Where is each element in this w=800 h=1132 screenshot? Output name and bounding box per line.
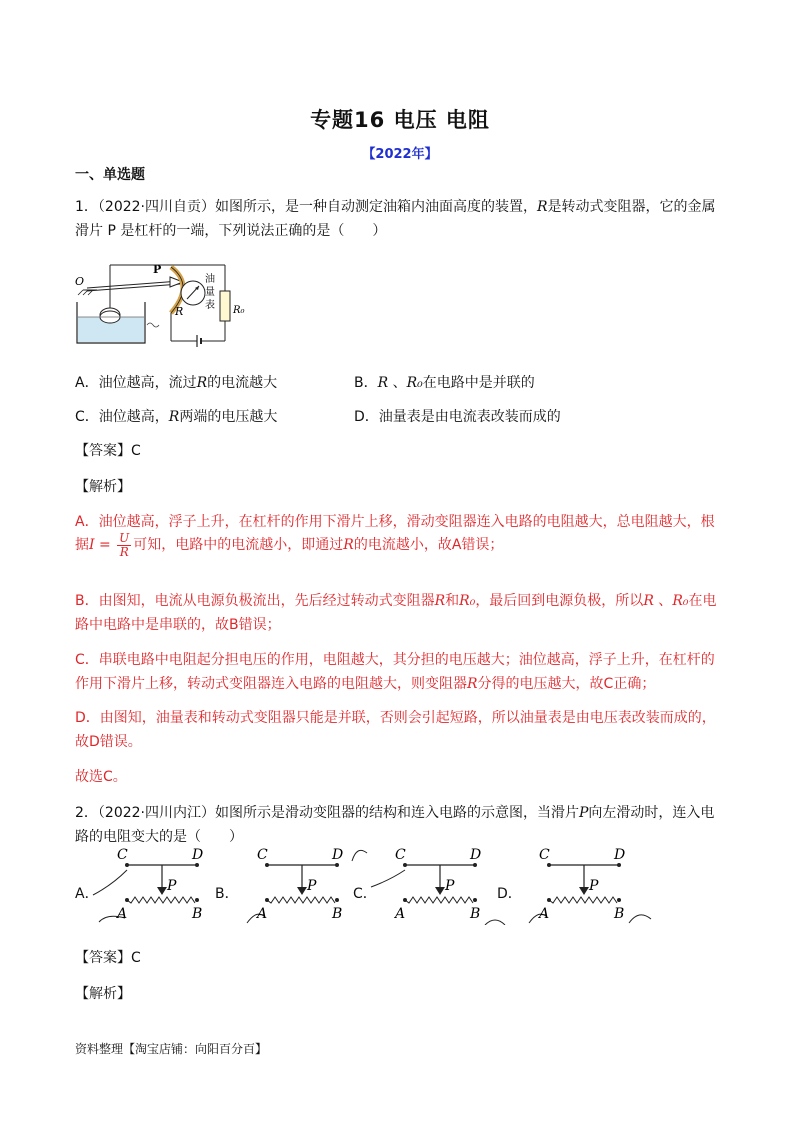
label-c: C <box>117 847 128 863</box>
connected-wire <box>485 920 505 925</box>
label-a: A <box>395 906 406 922</box>
terminal-c <box>125 863 129 867</box>
q1-analysis-c-line1: C．串联电路中电阻起分担电压的作用，电阻越大，其分担的电压越大；油位越高，浮子上升，在杠杆的 <box>75 652 715 668</box>
q2-option-label: A． <box>75 886 99 902</box>
label-b: B <box>470 906 481 922</box>
q2-option-label: B． <box>215 886 239 902</box>
q1-option-b[interactable]: B．R 、R₀在电路中是并联的 <box>354 375 535 391</box>
q1-stem-line2: 滑片 P 是杠杆的一端，下列说法正确的是（ ） <box>75 223 387 239</box>
terminal-c <box>403 863 407 867</box>
q2-analysis-label: 【解析】 <box>75 986 131 1002</box>
label-p: P <box>445 878 455 894</box>
fig-label-meter-3: 表 <box>205 300 215 311</box>
resistance-coil <box>549 897 617 903</box>
label-b: B <box>614 906 625 922</box>
q1-conclusion: 故选C。 <box>75 769 127 785</box>
terminal-d <box>473 863 477 867</box>
slider-arrow <box>435 887 445 895</box>
fig-label-meter-2: 量 <box>205 287 215 298</box>
slider-arrow <box>157 887 167 895</box>
connected-wire <box>371 870 405 887</box>
fig-label-meter-1: 油 <box>205 274 215 285</box>
label-d: D <box>192 847 204 863</box>
q1-analysis-a-line1: A．油位越高，浮子上升，在杠杆的作用下滑片上移，滑动变阻器连入电路的电阻越大，总电阻越大，根 <box>75 514 715 530</box>
q1-stem-line1: 1．（2022·四川自贡）如图所示，是一种自动测定油箱内油面高度的装置，R是转动式变阻器，它的金属 <box>75 199 716 215</box>
label-a: A <box>257 906 268 922</box>
page-title: 专题16 电压 电阻 <box>310 108 490 132</box>
q1-analysis-a-line2: 据I = $\frac{U}{R}$ 可知，电路中的电流越小，即通过R的电流越小，故A错误； <box>75 530 504 559</box>
terminal-d <box>617 863 621 867</box>
terminal-c <box>265 863 269 867</box>
q1-circuit-diagram <box>75 255 260 357</box>
q1-analysis-c-line2: 作用下滑片上移，转动式变阻器连入电路的电阻越大，则变阻器R分得的电压越大，故C正确； <box>75 676 656 692</box>
terminal-b <box>617 898 621 902</box>
resistance-coil <box>267 897 335 903</box>
label-a: A <box>117 906 128 922</box>
q2-stem-line1: 2．（2022·四川内江）如图所示是滑动变阻器的结构和连入电路的示意图，当滑片P向左滑动时，连入电 <box>75 805 715 821</box>
label-b: B <box>332 906 343 922</box>
q1-analysis-b-line1: B．由图知，电流从电源负极流出，先后经过转动式变阻器R和R₀，最后回到电源负极，所以R 、R₀在电 <box>75 593 717 609</box>
terminal-a <box>547 898 551 902</box>
resistance-coil <box>127 897 195 903</box>
footer-note: 资料整理【淘宝店铺：向阳百分百】 <box>75 1042 268 1056</box>
q1-analysis-d-line1: D．由图知，油量表和转动式变阻器只能是并联，否则会引起短路，所以油量表是由电压表改装而成的， <box>75 710 716 726</box>
fig-label-o: O <box>75 275 85 288</box>
fig-label-r: R <box>175 305 184 318</box>
terminal-a <box>125 898 129 902</box>
label-a: A <box>539 906 550 922</box>
q2-option-label: D． <box>497 886 522 902</box>
label-d: D <box>332 847 344 863</box>
q1-analysis-label: 【解析】 <box>75 479 131 495</box>
q1-analysis-b-line2: 路中电路中是串联的，故B错误； <box>75 617 281 633</box>
q1-analysis-d-line2: 故D错误。 <box>75 734 142 750</box>
q1-option-a[interactable]: A．油位越高，流过R的电流越大 <box>75 375 278 391</box>
q2-stem-line2: 路的电阻变大的是（ ） <box>75 829 243 845</box>
connected-wire <box>93 870 127 895</box>
label-d: D <box>614 847 626 863</box>
connected-wire <box>629 915 651 923</box>
fig-label-r0: R₀ <box>233 305 245 316</box>
label-c: C <box>539 847 550 863</box>
slider-arrow <box>579 887 589 895</box>
q2-option-label: C． <box>353 886 377 902</box>
slider-arrow <box>297 887 307 895</box>
label-d: D <box>470 847 482 863</box>
label-p: P <box>589 878 599 894</box>
label-p: P <box>167 878 177 894</box>
label-c: C <box>257 847 268 863</box>
label-c: C <box>395 847 406 863</box>
terminal-a <box>265 898 269 902</box>
label-b: B <box>192 906 203 922</box>
terminal-b <box>195 898 199 902</box>
terminal-c <box>547 863 551 867</box>
q1-answer: 【答案】C <box>75 443 141 459</box>
rheostat-diagram <box>365 845 515 925</box>
year-label: 【2022年】 <box>362 147 438 162</box>
terminal-b <box>335 898 339 902</box>
q1-option-d[interactable]: D．油量表是由电流表改装而成的 <box>354 409 561 425</box>
section-heading: 一、单选题 <box>75 167 145 183</box>
rheostat-diagram <box>509 845 659 925</box>
resistance-coil <box>405 897 473 903</box>
terminal-b <box>473 898 477 902</box>
q2-answer: 【答案】C <box>75 950 141 966</box>
fig-label-p: P <box>153 263 162 276</box>
terminal-a <box>403 898 407 902</box>
terminal-d <box>335 863 339 867</box>
terminal-d <box>195 863 199 867</box>
q1-option-c[interactable]: C．油位越高，R两端的电压越大 <box>75 409 278 425</box>
label-p: P <box>307 878 317 894</box>
